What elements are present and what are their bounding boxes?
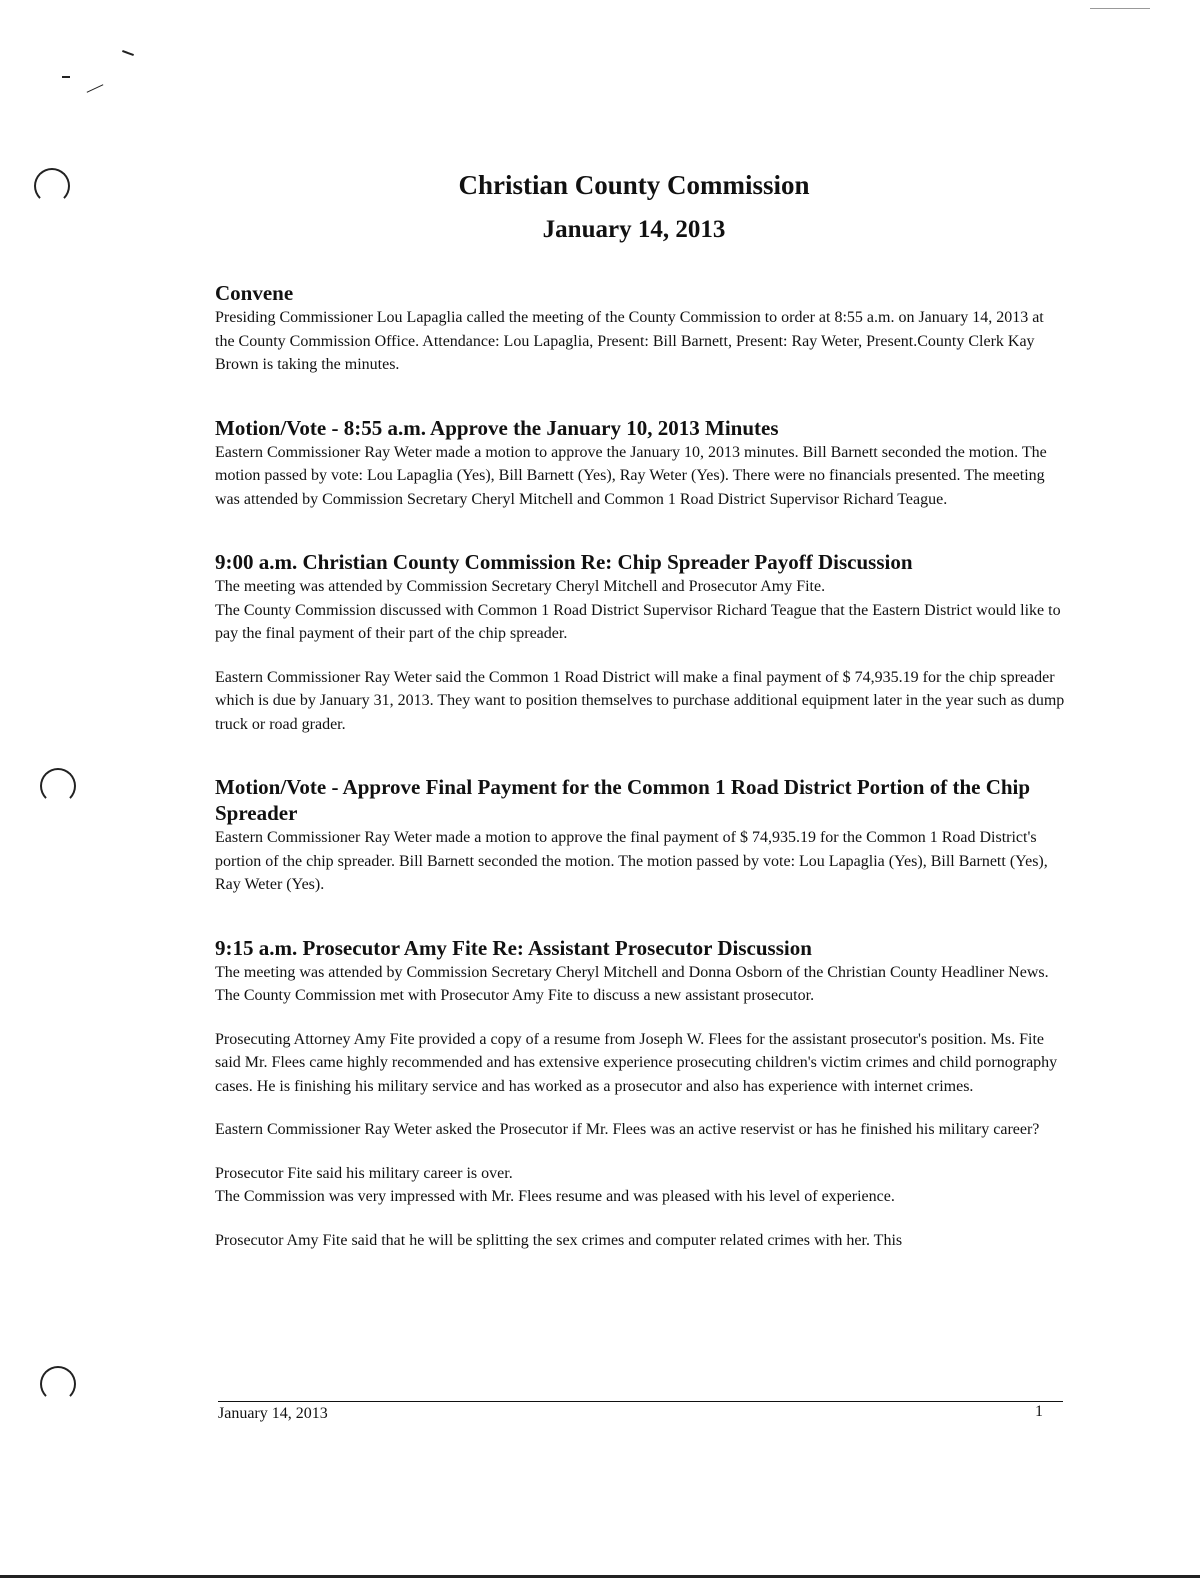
section-paragraph: Eastern Commissioner Ray Weter said the Common 1 Road District will make a final payment of $ 74,935.19 for the chip spreader which is due by January 31, 2013. They want to position themselves to purchase additional equipment later in the year such as dump truck or road grader.	[215, 668, 1065, 733]
page-number: 1	[1035, 1403, 1043, 1420]
footer-date: January 14, 2013	[218, 1405, 328, 1422]
scan-bottom-edge	[0, 1575, 1200, 1578]
scan-artifact-line	[1090, 8, 1150, 9]
section-heading: 9:15 a.m. Prosecutor Amy Fite Re: Assistant Prosecutor Discussion	[215, 935, 812, 960]
section-paragraph: Presiding Commissioner Lou Lapaglia called the meeting of the County Commission to order at 8:55 a.m. on January 14, 2013 at the County Commission Office. Attendance: Lou Lapaglia, Present: Bill Barnett, Present: Ray Weter, Present.County Clerk Kay Brown is taking the minutes.	[215, 309, 1044, 373]
section-paragraph: Prosecutor Amy Fite said that he will be splitting the sex crimes and computer related crimes with her. This	[215, 1231, 903, 1249]
footer-divider	[218, 1401, 1063, 1402]
section-approve-minutes	[215, 415, 1065, 512]
section-chip-spreader-discussion	[215, 549, 1065, 736]
section-heading: Motion/Vote - Approve Final Payment for the Common 1 Road District Portion of the Chip Spreader	[215, 775, 1031, 825]
minutes-body	[215, 280, 1065, 1290]
document-title: Christian County Commission	[458, 170, 810, 200]
punch-hole-icon	[40, 768, 76, 804]
section-heading: Convene	[215, 281, 294, 305]
section-paragraph: Eastern Commissioner Ray Weter made a motion to approve the final payment of $ 74,935.19 for the Common 1 Road District's portion of the chip spreader. Bill Barnett seconded the motion. The motion passed by vote: Lou Lapaglia (Yes), Bill Barnett (Yes), Ray Weter (Yes).	[215, 829, 1048, 893]
section-paragraph: The County Commission discussed with Common 1 Road District Supervisor Richard Teague that the Eastern District would like to pay the final payment of their part of the chip spreader.	[215, 601, 1061, 642]
scan-artifact-mark	[62, 76, 70, 78]
section-paragraph: The meeting was attended by Commission Secretary Cheryl Mitchell and Prosecutor Amy Fite.	[215, 578, 826, 595]
section-paragraph: The meeting was attended by Commission Secretary Cheryl Mitchell and Donna Osborn of the Christian County Headliner News.	[215, 963, 1049, 981]
section-approve-final-payment	[215, 774, 1065, 897]
section-convene	[215, 280, 1065, 377]
section-paragraph: The Commission was very impressed with Mr. Flees resume and was pleased with his level of experience.	[215, 1188, 895, 1205]
section-paragraph: Prosecutor Fite said his military career is over.	[215, 1164, 513, 1182]
section-paragraph: Prosecuting Attorney Amy Fite provided a copy of a resume from Joseph W. Flees for the assistant prosecutor's position. Ms. Fite said Mr. Flees came highly recommended and has extensive experience prosecuting children's victim crimes and child pornography cases. He is finishing his military service and has worked as a prosecutor and also has experience with internet crimes.	[215, 1030, 1058, 1095]
section-paragraph: The County Commission met with Prosecutor Amy Fite to discuss a new assistant prosecutor.	[215, 987, 815, 1004]
section-paragraph: Eastern Commissioner Ray Weter asked the Prosecutor if Mr. Flees was an active reservist or has he finished his military career?	[215, 1121, 1040, 1138]
section-heading: 9:00 a.m. Christian County Commission Re: Chip Spreader Payoff Discussion	[215, 550, 913, 574]
punch-hole-icon	[40, 1366, 76, 1402]
section-heading: Motion/Vote - 8:55 a.m. Approve the January 10, 2013 Minutes	[215, 415, 779, 440]
scan-artifact-mark	[87, 84, 104, 93]
scan-artifact-mark	[122, 50, 134, 56]
document-date: January 14, 2013	[542, 216, 726, 243]
section-paragraph: Eastern Commissioner Ray Weter made a motion to approve the January 10, 2013 minutes. Bill Barnett seconded the motion. The motion passed by vote: Lou Lapaglia (Yes), Bill Barnett (Yes), Ray Weter (Yes). There were no financials presented. The meeting was attended by Commission Secretary Cheryl Mitchell and Common 1 Road District Supervisor Richard Teague.	[215, 443, 1047, 508]
section-assistant-prosecutor	[215, 935, 1065, 1253]
